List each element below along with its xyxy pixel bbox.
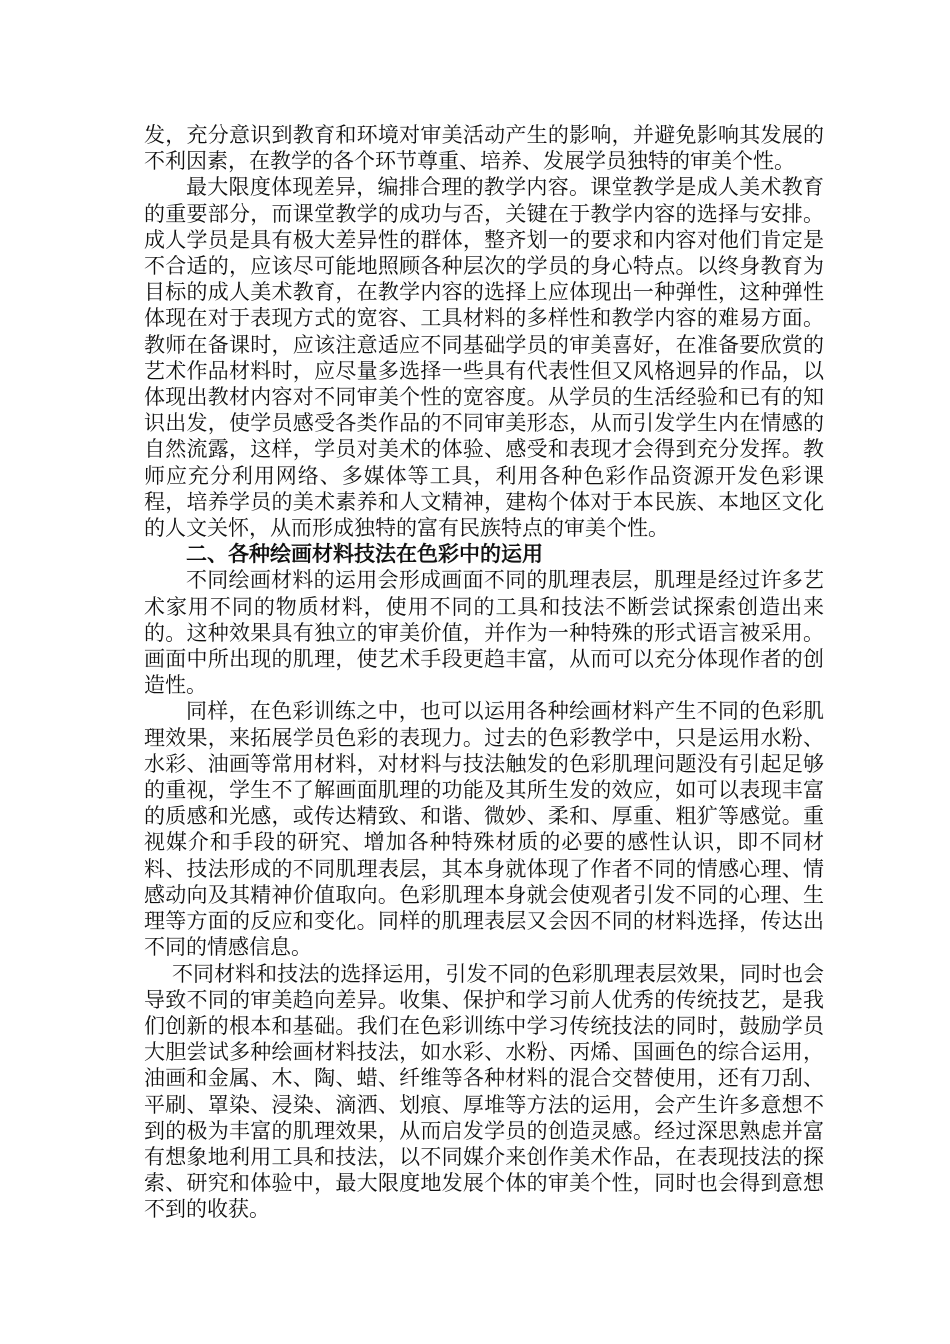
- paragraph-materials-techniques: 不同材料和技法的选择运用，引发不同的色彩肌理表层效果，同时也会导致不同的审美趋向差异。收集、保护和学习前人优秀的传统技艺，是我们创新的根本和基础。我们在色彩训练中学习传统技法的同时，鼓励学员大胆尝试多种绘画材料技法，如水彩、水粉、丙烯、国画色的综合运用，油画和金属、木、陶、蜡、纤维等各种材料的混合交替使用，还有刀刮、平刷、罩染、浸染、滴洒、划痕、厚堆等方法的运用，会产生许多意想不到的极为丰富的肌理效果，从而启发学员的创造灵感。经过深思熟虑并富有想象地利用工具和技法，以不同媒介来创作美术作品，在表现技法的探索、研究和体验中，最大限度地发展个体的审美个性，同时也会得到意想不到的收获。: [144, 961, 824, 1222]
- paragraph-color-training: 同样，在色彩训练之中，也可以运用各种绘画材料产生不同的色彩肌理效果，来拓展学员色彩的表现力。过去的色彩教学中，只是运用水粉、水彩、油画等常用材料，对材料与技法触发的色彩肌理问题没有引起足够的重视，学生不了解画面肌理的功能及其所生发的效应，如可以表现丰富的质感和光感，或传达精致、和谐、微妙、柔和、厚重、粗犷等感觉。重视媒介和手段的研究、增加各种特殊材质的必要的感性认识，即不同材料、技法形成的不同肌理表层，其本身就体现了作者不同的情感心理、情感动向及其精神价值取向。色彩肌理本身就会使观者引发不同的心理、生理等方面的反应和变化。同样的肌理表层又会因不同的材料选择，传达出不同的情感信息。: [144, 699, 824, 960]
- section-heading: 二、各种绘画材料技法在色彩中的运用: [186, 541, 543, 567]
- paragraph-continuation: 发，充分意识到教育和环境对审美活动产生的影响，并避免影响其发展的不利因素，在教学的各个环节尊重、培养、发展学员独特的审美个性。: [144, 123, 824, 174]
- paragraph-texture-intro: 不同绘画材料的运用会形成画面不同的肌理表层，肌理是经过许多艺术家用不同的物质材料，使用不同的工具和技法不断尝试探索创造出来的。这种效果具有独立的审美价值，并作为一种特殊的形式语言被采用。画面中所出现的肌理，使艺术手段更趋丰富，从而可以充分体现作者的创造性。: [144, 568, 824, 698]
- paragraph-teaching-content: 最大限度体现差异，编排合理的教学内容。课堂教学是成人美术教育的重要部分，而课堂教学的成功与否，关键在于教学内容的选择与安排。成人学员是具有极大差异性的群体，整齐划一的要求和内容对他们肯定是不合适的，应该尽可能地照顾各种层次的学员的身心特点。以终身教育为目标的成人美术教育，在教学内容的选择上应体现出一种弹性，这种弹性体现在对于表现方式的宽容、工具材料的多样性和教学内容的难易方面。教师在备课时，应该注意适应不同基础学员的审美喜好，在准备要欣赏的艺术作品材料时，应尽量多选择一些具有代表性但又风格迥异的作品，以体现出教材内容对不同审美个性的宽容度。从学员的生活经验和已有的知识出发，使学员感受各类作品的不同审美形态，从而引发学生内在情感的自然流露，这样，学员对美术的体验、感受和表现才会得到充分发挥。教师应充分利用网络、多媒体等工具，利用各种色彩作品资源开发色彩课程，培养学员的美术素养和人文精神，建构个体对于本民族、本地区文化的人文关怀，从而形成独特的富有民族特点的审美个性。: [144, 175, 824, 541]
- document-page: [144, 122, 824, 1223]
